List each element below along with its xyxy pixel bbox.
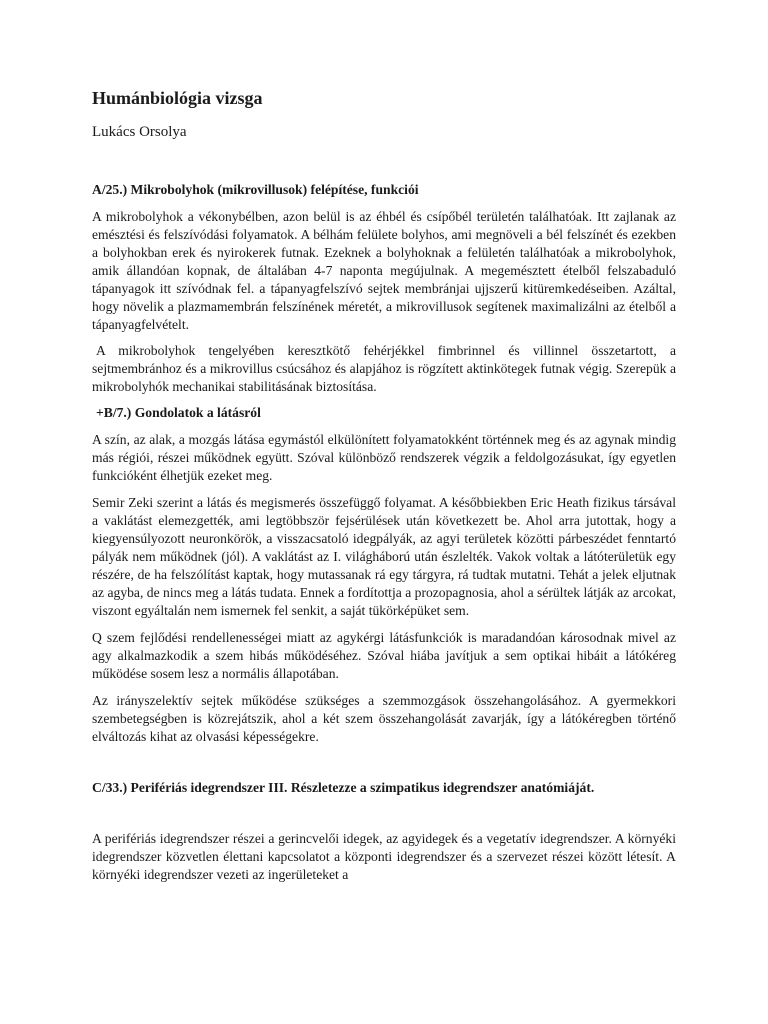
document-author: Lukács Orsolya xyxy=(92,124,187,140)
paragraph: A szín, az alak, a mozgás látása egymástól elkülönített folyamatokként történnek meg és az agynak mindig más régiói, részei működnek együtt. Szóval különböző rendszerek végzik a feldolgozásukat, így egyetlen funkcióként élhetjük ezeket meg. xyxy=(92,432,676,483)
section-heading-b7: +B/7.) Gondolatok a látásról xyxy=(96,405,261,420)
paragraph: Az irányszelektív sejtek működése szükséges a szemmozgások összehangolásához. A gyermekkori szembetegségben is közrejátszik, ahol a két szem összehangolását zavarják, így a látókéregben történő elváltozás kihat az olvasási képességekre. xyxy=(92,693,676,744)
paragraph: Q szem fejlődési rendellenességei miatt az agykérgi látásfunkciók is maradandóan károsodnak mivel az agy alkalmazkodik a szem hibás működéséhez. Szóval hiába javítjuk a sem optikai hibáit a látókéreg működése sosem lesz a normális állapotában. xyxy=(92,630,676,681)
section-heading-a25: A/25.) Mikrobolyhok (mikrovillusok) felépítése, funkciói xyxy=(92,182,419,197)
document-title: Humánbiológia vizsga xyxy=(92,88,263,108)
paragraph: A mikrobolyhok tengelyében keresztkötő fehérjékkel fimbrinnel és villinnel összetartott, a sejtmembránhoz és a mikrovillus csúcsához és alapjához is rögzített aktinkötegek futnak végig. Szerepük a mikrobolyhók mechanikai stabilitásának biztosítása. xyxy=(92,343,676,394)
paragraph: Semir Zeki szerint a látás és megismerés összefüggő folyamat. A későbbiekben Eric Heath fizikus társával a vaklátást elemezgették, ami legtöbbször fejsérülések után következett be. Ahol arra jutottak, hogy a kiegyensúlyozott neuronkörök, a visszacsatoló idegpályák, az agyi területek közötti párbeszédet fenntartó pályák nem működnek (jól). A vaklátást az I. világháború után észlelték. Vakok voltak a látóterületük egy részére, de ha felszólítást kaptak, hogy mutassanak rá egy tárgyra, rá tudtak mutatni. Tehát a jelek eljutnak az agyba, de nincs meg a látás tudata. Ennek a fordítottja a prozopagnosia, ahol a sérültek látják az arcokat, viszont egyáltalán nem ismernek fel senkit, a saját tükörképüket sem. xyxy=(92,495,676,618)
paragraph: A perifériás idegrendszer részei a gerincvelői idegek, az agyidegek és a vegetatív idegrendszer. A környéki idegrendszer közvetlen élettani kapcsolatot a központi idegrendszer és a szervezet részei között létesít. A környéki idegrendszer vezeti az ingerületeket a xyxy=(92,831,676,882)
document-content xyxy=(92,86,676,884)
section-heading-c33: C/33.) Perifériás idegrendszer III. Részletezze a szimpatikus idegrendszer anatómiáját. xyxy=(92,780,595,795)
paragraph: A mikrobolyhok a vékonybélben, azon belül is az éhbél és csípőbél területén találhatóak. Itt zajlanak az emésztési és felszívódási folyamatok. A bélhám felülete bolyhos, ami megnöveli a bél felszínét és ezekben a bolyhokban erek és nyirokerek futnak. Ezeknek a bolyhoknak a felületén találhatóak a mikrobolyhok, amik állandóan kopnak, de általában 4-7 naponta megújulnak. A megemésztett ételből felszabaduló tápanyagok itt szívódnak fel. a tápanyagfelszívó sejtek membránjai ujjszerű kitüremkedéseiben. Azáltal, hogy növelik a plazmamembrán felszínének méretét, a mikrovillusok segítenek maximalizálni az ételből a tápanyagfelvételt. xyxy=(92,209,676,332)
